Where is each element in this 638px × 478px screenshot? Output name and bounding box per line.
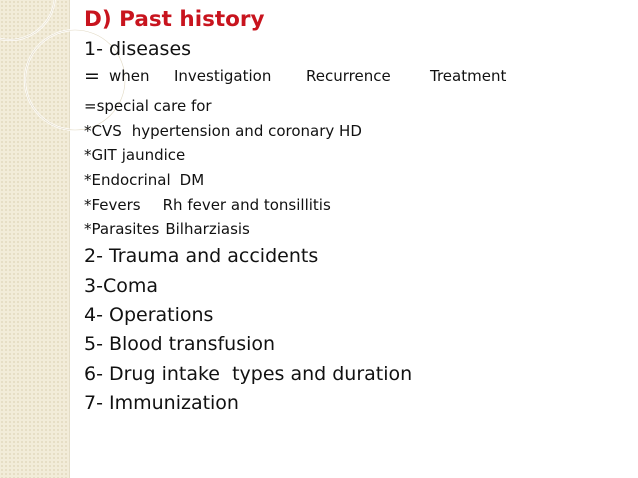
history-item: 2- Trauma and accidents [84,245,319,268]
system-row [84,217,634,242]
system-row [84,168,634,193]
decorative-sidebar [0,0,70,478]
history-item: 5- Blood transfusion [84,333,276,356]
history-item: 3-Coma [84,274,158,297]
history-columns-row [84,62,634,91]
system-diseases: DM [179,171,205,190]
column-investigation: Investigation [174,67,272,85]
system-row [84,119,634,144]
history-item: 4- Operations [84,303,214,326]
column-recurrence: Recurrence [306,67,391,85]
system-row [84,193,634,218]
column-when: when [109,67,150,85]
system-diseases: Bilharziasis [165,220,250,239]
column-treatment: Treatment [430,67,507,85]
special-care-line: =special care for [84,97,212,115]
system-diseases: hypertension and coronary HD [131,121,362,140]
system-name: *Fevers [84,195,141,214]
system-name: *Endocrinal [84,171,171,190]
system-diseases: jaundice [121,146,186,165]
system-name: *GIT [84,146,117,165]
system-name: *CVS [84,121,122,140]
system-row [84,143,634,168]
history-item: 6- Drug intake types and duration [84,362,413,385]
equals-sign: = [84,65,100,87]
sidebar-divider [69,0,70,478]
section-subtitle: 1- diseases [84,38,192,60]
history-item: 7- Immunization [84,392,239,415]
system-name: *Parasites [84,220,160,239]
slide-title: D) Past history [84,7,265,32]
system-diseases: Rh fever and tonsillitis [162,195,331,214]
slide-content [84,4,634,418]
